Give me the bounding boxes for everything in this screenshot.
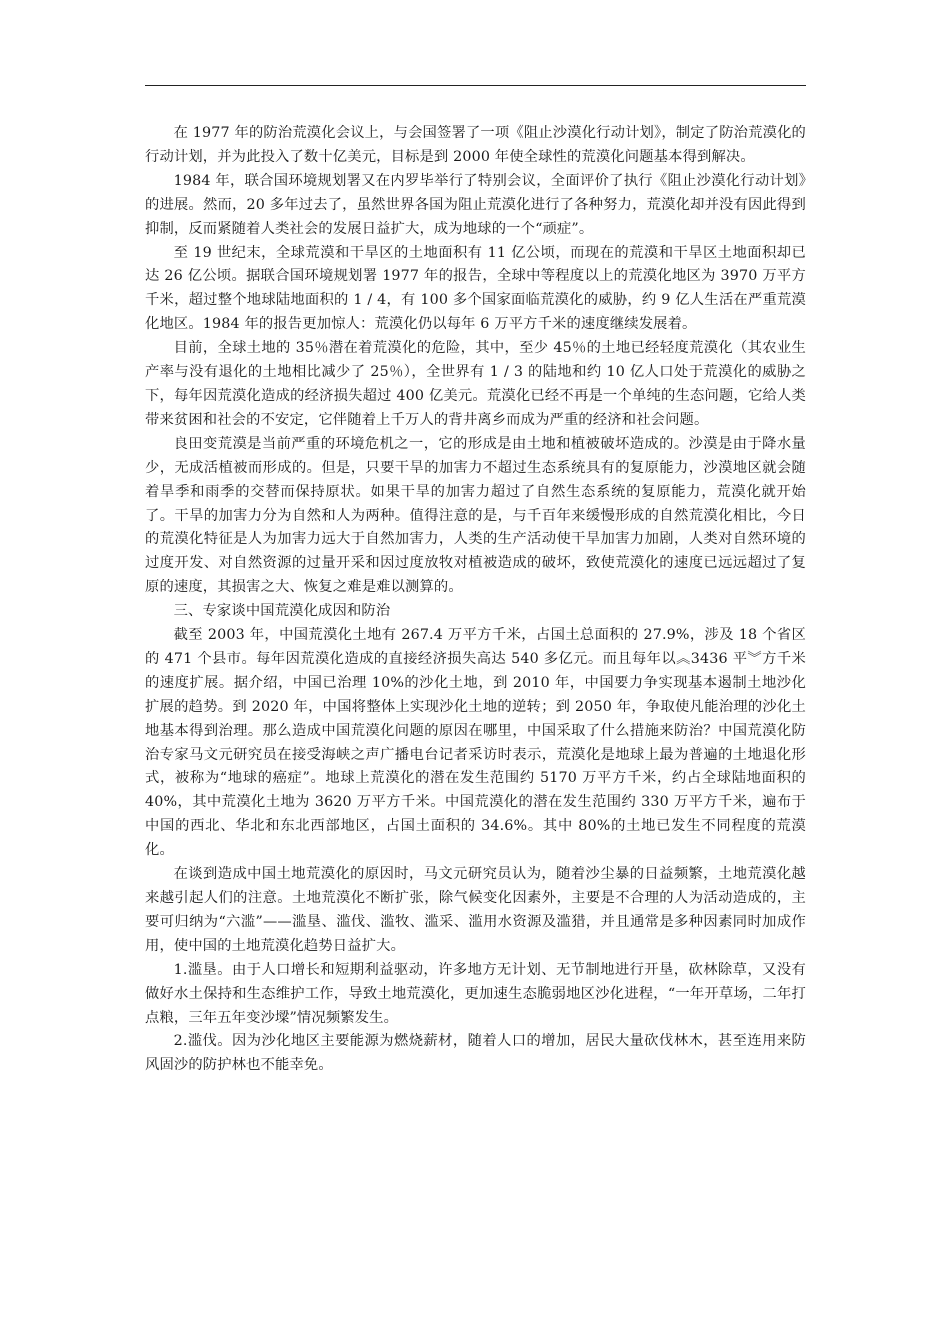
article-body	[145, 122, 806, 1078]
paragraph: 1984 年，联合国环境规划署又在内罗毕举行了特别会议，全面评价了执行《阻止沙漠化行动计划》的进展。然而，20 多年过去了，虽然世界各国为阻止荒漠化进行了各种努力，荒漠化却并没有因此得到抑制，反而紧随着人类社会的发展日益扩大，成为地球的一个“顽症”。	[145, 172, 806, 237]
paragraph: 目前，全球土地的 35％潜在着荒漠化的危险，其中，至少 45％的土地已经轻度荒漠化（其农业生产率与没有退化的土地相比减少了 25％），全世界有 1 / 3 的陆地和约 10 亿人口处于荒漠化的威胁之下，每年因荒漠化造成的经济损失超过 400 亿美元。荒漠化已经不再是一个单纯的生态问题，它给人类带来贫困和社会的不安定，它伴随着上千万人的背井离乡而成为严重的经济和社会问题。	[145, 340, 806, 428]
header-rule	[145, 85, 806, 86]
list-item: 2.滥伐。因为沙化地区主要能源为燃烧薪材，随着人口的增加，居民大量砍伐林木，甚至连用来防风固沙的防护林也不能幸免。	[145, 1033, 806, 1074]
list-item: 1.滥垦。由于人口增长和短期利益驱动，许多地方无计划、无节制地进行开垦，砍林除草，又没有做好水土保持和生态维护工作，导致土地荒漠化，更加速生态脆弱地区沙化进程，“一年开草场，二年打点粮，三年五年变沙墚”情况频繁发生。	[145, 961, 806, 1026]
paragraph: 至 19 世纪末，全球荒漠和干旱区的土地面积有 11 亿公顷，而现在的荒漠和干旱区土地面积却已达 26 亿公顷。据联合国环境规划署 1977 年的报告，全球中等程度以上的荒漠化地区为 3970 万平方千米，超过整个地球陆地面积的 1 / 4，有 100 多个国家面临荒漠化的威胁，约 9 亿人生活在严重荒漠化地区。1984 年的报告更加惊人：荒漠化仍以每年 6 万平方千米的速度继续发展着。	[145, 244, 806, 333]
paragraph: 在谈到造成中国土地荒漠化的原因时，马文元研究员认为，随着沙尘暴的日益频繁，土地荒漠化越来越引起人们的注意。土地荒漠化不断扩张，除气候变化因素外，主要是不合理的人为活动造成的，主要可归纳为“六滥”——滥垦、滥伐、滥牧、滥采、滥用水资源及滥猎，并且通常是多种因素同时加成作用，使中国的土地荒漠化趋势日益扩大。	[145, 866, 806, 954]
paragraph: 良田变荒漠是当前严重的环境危机之一，它的形成是由土地和植被破坏造成的。沙漠是由于降水量少，无成活植被而形成的。但是，只要干旱的加害力不超过生态系统具有的复原能力，沙漠地区就会随着旱季和雨季的交替而保持原状。如果干旱的加害力超过了自然生态系统的复原能力，荒漠化就开始了。干旱的加害力分为自然和人为两种。值得注意的是，与千百年来缓慢形成的自然荒漠化相比，今日的荒漠化特征是人为加害力远大于自然加害力，人类的生产活动使干旱加害力加剧，人类对自然环境的过度开发、对自然资源的过量开采和因过度放牧对植被造成的破坏，致使荒漠化的速度已远远超过了复原的速度，其损害之大、恢复之难是难以测算的。	[145, 435, 806, 596]
section-heading: 三、专家谈中国荒漠化成因和防治	[173, 603, 391, 620]
paragraph: 截至 2003 年，中国荒漠化土地有 267.4 万平方千米，占国土总面积的 27.9%，涉及 18 个省区的 471 个县市。每年因荒漠化造成的直接经济损失高达 540 多亿元。而且每年以︽3436 平︾方千米的速度扩展。据介绍，中国已治理 10%的沙化土地，到 2010 年，中国要力争实现基本遏制土地沙化扩展的趋势。到 2020 年，中国将整体上实现沙化土地的逆转；到 2050 年，争取使凡能治理的沙化土地基本得到治理。那么造成中国荒漠化问题的原因在哪里，中国采取了什么措施来防治？中国荒漠化防治专家马文元研究员在接受海峡之声广播电台记者采访时表示，荒漠化是地球上最为普遍的土地退化形式，被称为“地球的癌症”。地球上荒漠化的潜在发生范围约 5170 万平方千米，约占全球陆地面积的 40%，其中荒漠化土地为 3620 万平方千米。中国荒漠化的潜在发生范围约 330 万平方千米，遍布于中国的西北、华北和东北西部地区，占国土面积的 34.6%。其中 80%的土地已发生不同程度的荒漠化。	[145, 627, 806, 859]
paragraph: 在 1977 年的防治荒漠化会议上，与会国签署了一项《阻止沙漠化行动计划》，制定了防治荒漠化的行动计划，并为此投入了数十亿美元，目标是到 2000 年使全球性的荒漠化问题基本得到解决。	[145, 125, 806, 165]
